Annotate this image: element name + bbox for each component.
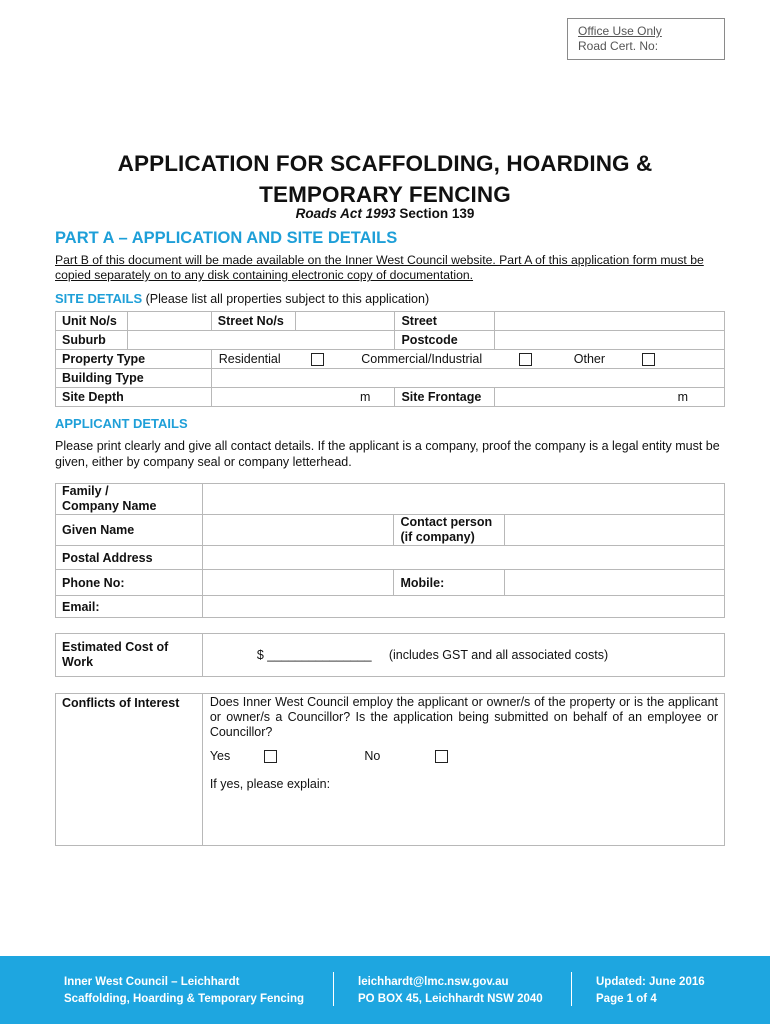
page-footer (0, 956, 770, 1024)
residential-checkbox[interactable] (311, 353, 324, 366)
part-a-note: Part B of this document will be made available on the Inner West Council website. Part A of this application form must be copied separately on to any disk containing electronic copy of documentation. (55, 253, 704, 282)
conflict-question: Does Inner West Council employ the applicant or owner/s of the property or is the applicant or owner/s a Councillor? Is the application being submitted on behalf of an employee or Councillor? (209, 695, 718, 739)
title-line-2: TEMPORARY FENCING (259, 182, 511, 207)
email-input[interactable] (202, 596, 724, 618)
postcode-input[interactable] (495, 331, 725, 350)
footer-address: PO BOX 45, Leichhardt NSW 2040 (358, 993, 543, 1005)
contact-person-input[interactable] (505, 515, 725, 546)
given-name-label: Given Name (56, 515, 203, 546)
no-checkbox[interactable] (435, 750, 448, 763)
footer-page-number: Page 1 of 4 (596, 993, 657, 1005)
phone-input[interactable] (202, 570, 394, 596)
estimated-cost-input[interactable]: $ _______________ (256, 648, 372, 662)
site-frontage-input[interactable] (495, 388, 725, 407)
phone-label: Phone No: (56, 570, 203, 596)
depth-unit: m (360, 390, 371, 404)
suburb-label: Suburb (56, 331, 128, 350)
commercial-checkbox[interactable] (519, 353, 532, 366)
footer-email[interactable]: leichhardt@lmc.nsw.gov.au (358, 976, 509, 988)
part-a-heading: PART A – APPLICATION AND SITE DETAILS (55, 229, 398, 247)
street-input[interactable] (495, 312, 725, 331)
applicant-table (55, 483, 725, 618)
conflict-of-interest-table (55, 693, 725, 846)
mobile-input[interactable] (505, 570, 725, 596)
conflict-label: Conflicts of Interest (56, 694, 203, 846)
footer-council (64, 974, 304, 1008)
table-row (56, 331, 725, 350)
site-details-title: SITE DETAILS (55, 291, 143, 306)
street-no-label: Street No/s (211, 312, 295, 331)
table-row (56, 634, 725, 677)
title-line-1: APPLICATION FOR SCAFFOLDING, HOARDING & (117, 151, 653, 176)
roads-act: Roads Act 1993 (295, 206, 396, 221)
explain-label: If yes, please explain: (209, 777, 331, 792)
family-name-input[interactable] (202, 484, 724, 515)
footer-updated: Updated: June 2016 (596, 976, 705, 988)
other-checkbox[interactable] (642, 353, 655, 366)
table-row (56, 596, 725, 618)
postal-address-input[interactable] (202, 546, 724, 570)
table-row (56, 350, 725, 369)
contact-label-line-2: (if company) (400, 530, 475, 544)
table-row (56, 484, 725, 515)
other-label: Other (573, 351, 606, 366)
building-type-label: Building Type (56, 369, 212, 388)
yes-label: Yes (209, 749, 231, 763)
applicant-intro: Please print clearly and give all contact details. If the applicant is a company, proof the company is a legal entity must be given, either by company seal or company letterhead. (55, 439, 720, 469)
subtitle (0, 206, 770, 221)
table-row (56, 694, 725, 846)
table-row (56, 546, 725, 570)
estimated-cost-table (55, 633, 725, 677)
postal-address-label: Postal Address (56, 546, 203, 570)
street-label: Street (395, 312, 495, 331)
building-type-input[interactable] (211, 369, 724, 388)
road-cert-label: Road Cert. No: (578, 39, 659, 53)
office-use-label: Office Use Only (578, 24, 662, 38)
yes-checkbox[interactable] (264, 750, 277, 763)
footer-meta (596, 974, 705, 1008)
commercial-label: Commercial/Industrial (361, 351, 483, 366)
table-row (56, 312, 725, 331)
conflict-options (210, 749, 718, 763)
postcode-label: Postcode (395, 331, 495, 350)
no-label: No (364, 749, 381, 763)
contact-person-label (394, 515, 505, 546)
table-row (56, 570, 725, 596)
street-no-input[interactable] (295, 312, 395, 331)
footer-divider (571, 972, 572, 1006)
footer-document-name: Scaffolding, Hoarding & Temporary Fencing (64, 993, 305, 1005)
section-number: Section 139 (395, 206, 475, 221)
footer-council-name: Inner West Council – Leichhardt (64, 976, 240, 988)
given-name-input[interactable] (202, 515, 394, 546)
residential-label: Residential (218, 351, 281, 366)
suburb-input[interactable] (127, 331, 395, 350)
site-depth-input[interactable] (211, 388, 395, 407)
page-title (0, 148, 770, 210)
table-row (56, 369, 725, 388)
footer-divider (333, 972, 334, 1006)
office-use-box (567, 18, 725, 60)
property-type-label: Property Type (56, 350, 212, 369)
cost-label-line-2: Work (62, 655, 94, 669)
table-row (56, 388, 725, 407)
site-frontage-label: Site Frontage (395, 388, 495, 407)
footer-contact (358, 974, 543, 1008)
estimated-cost-note: (includes GST and all associated costs) (388, 648, 609, 662)
table-row (56, 515, 725, 546)
family-label-line-2: Company Name (62, 499, 157, 513)
applicant-details-heading: APPLICANT DETAILS (55, 416, 188, 431)
email-label: Email: (56, 596, 203, 618)
mobile-label: Mobile: (394, 570, 505, 596)
site-details-subtitle: (Please list all properties subject to this application) (142, 292, 430, 306)
contact-label-line-1: Contact person (400, 515, 493, 529)
unit-label: Unit No/s (56, 312, 128, 331)
estimated-cost-cell (202, 634, 724, 677)
frontage-unit: m (677, 390, 688, 404)
site-details-heading (55, 291, 429, 306)
unit-input[interactable] (127, 312, 211, 331)
cost-label-line-1: Estimated Cost of (62, 640, 169, 654)
conflict-content (202, 694, 724, 846)
family-name-label (56, 484, 203, 515)
family-label-line-1: Family / (62, 484, 109, 498)
site-details-table (55, 311, 725, 407)
site-depth-label: Site Depth (56, 388, 212, 407)
property-type-options (211, 350, 724, 369)
estimated-cost-label (56, 634, 203, 677)
